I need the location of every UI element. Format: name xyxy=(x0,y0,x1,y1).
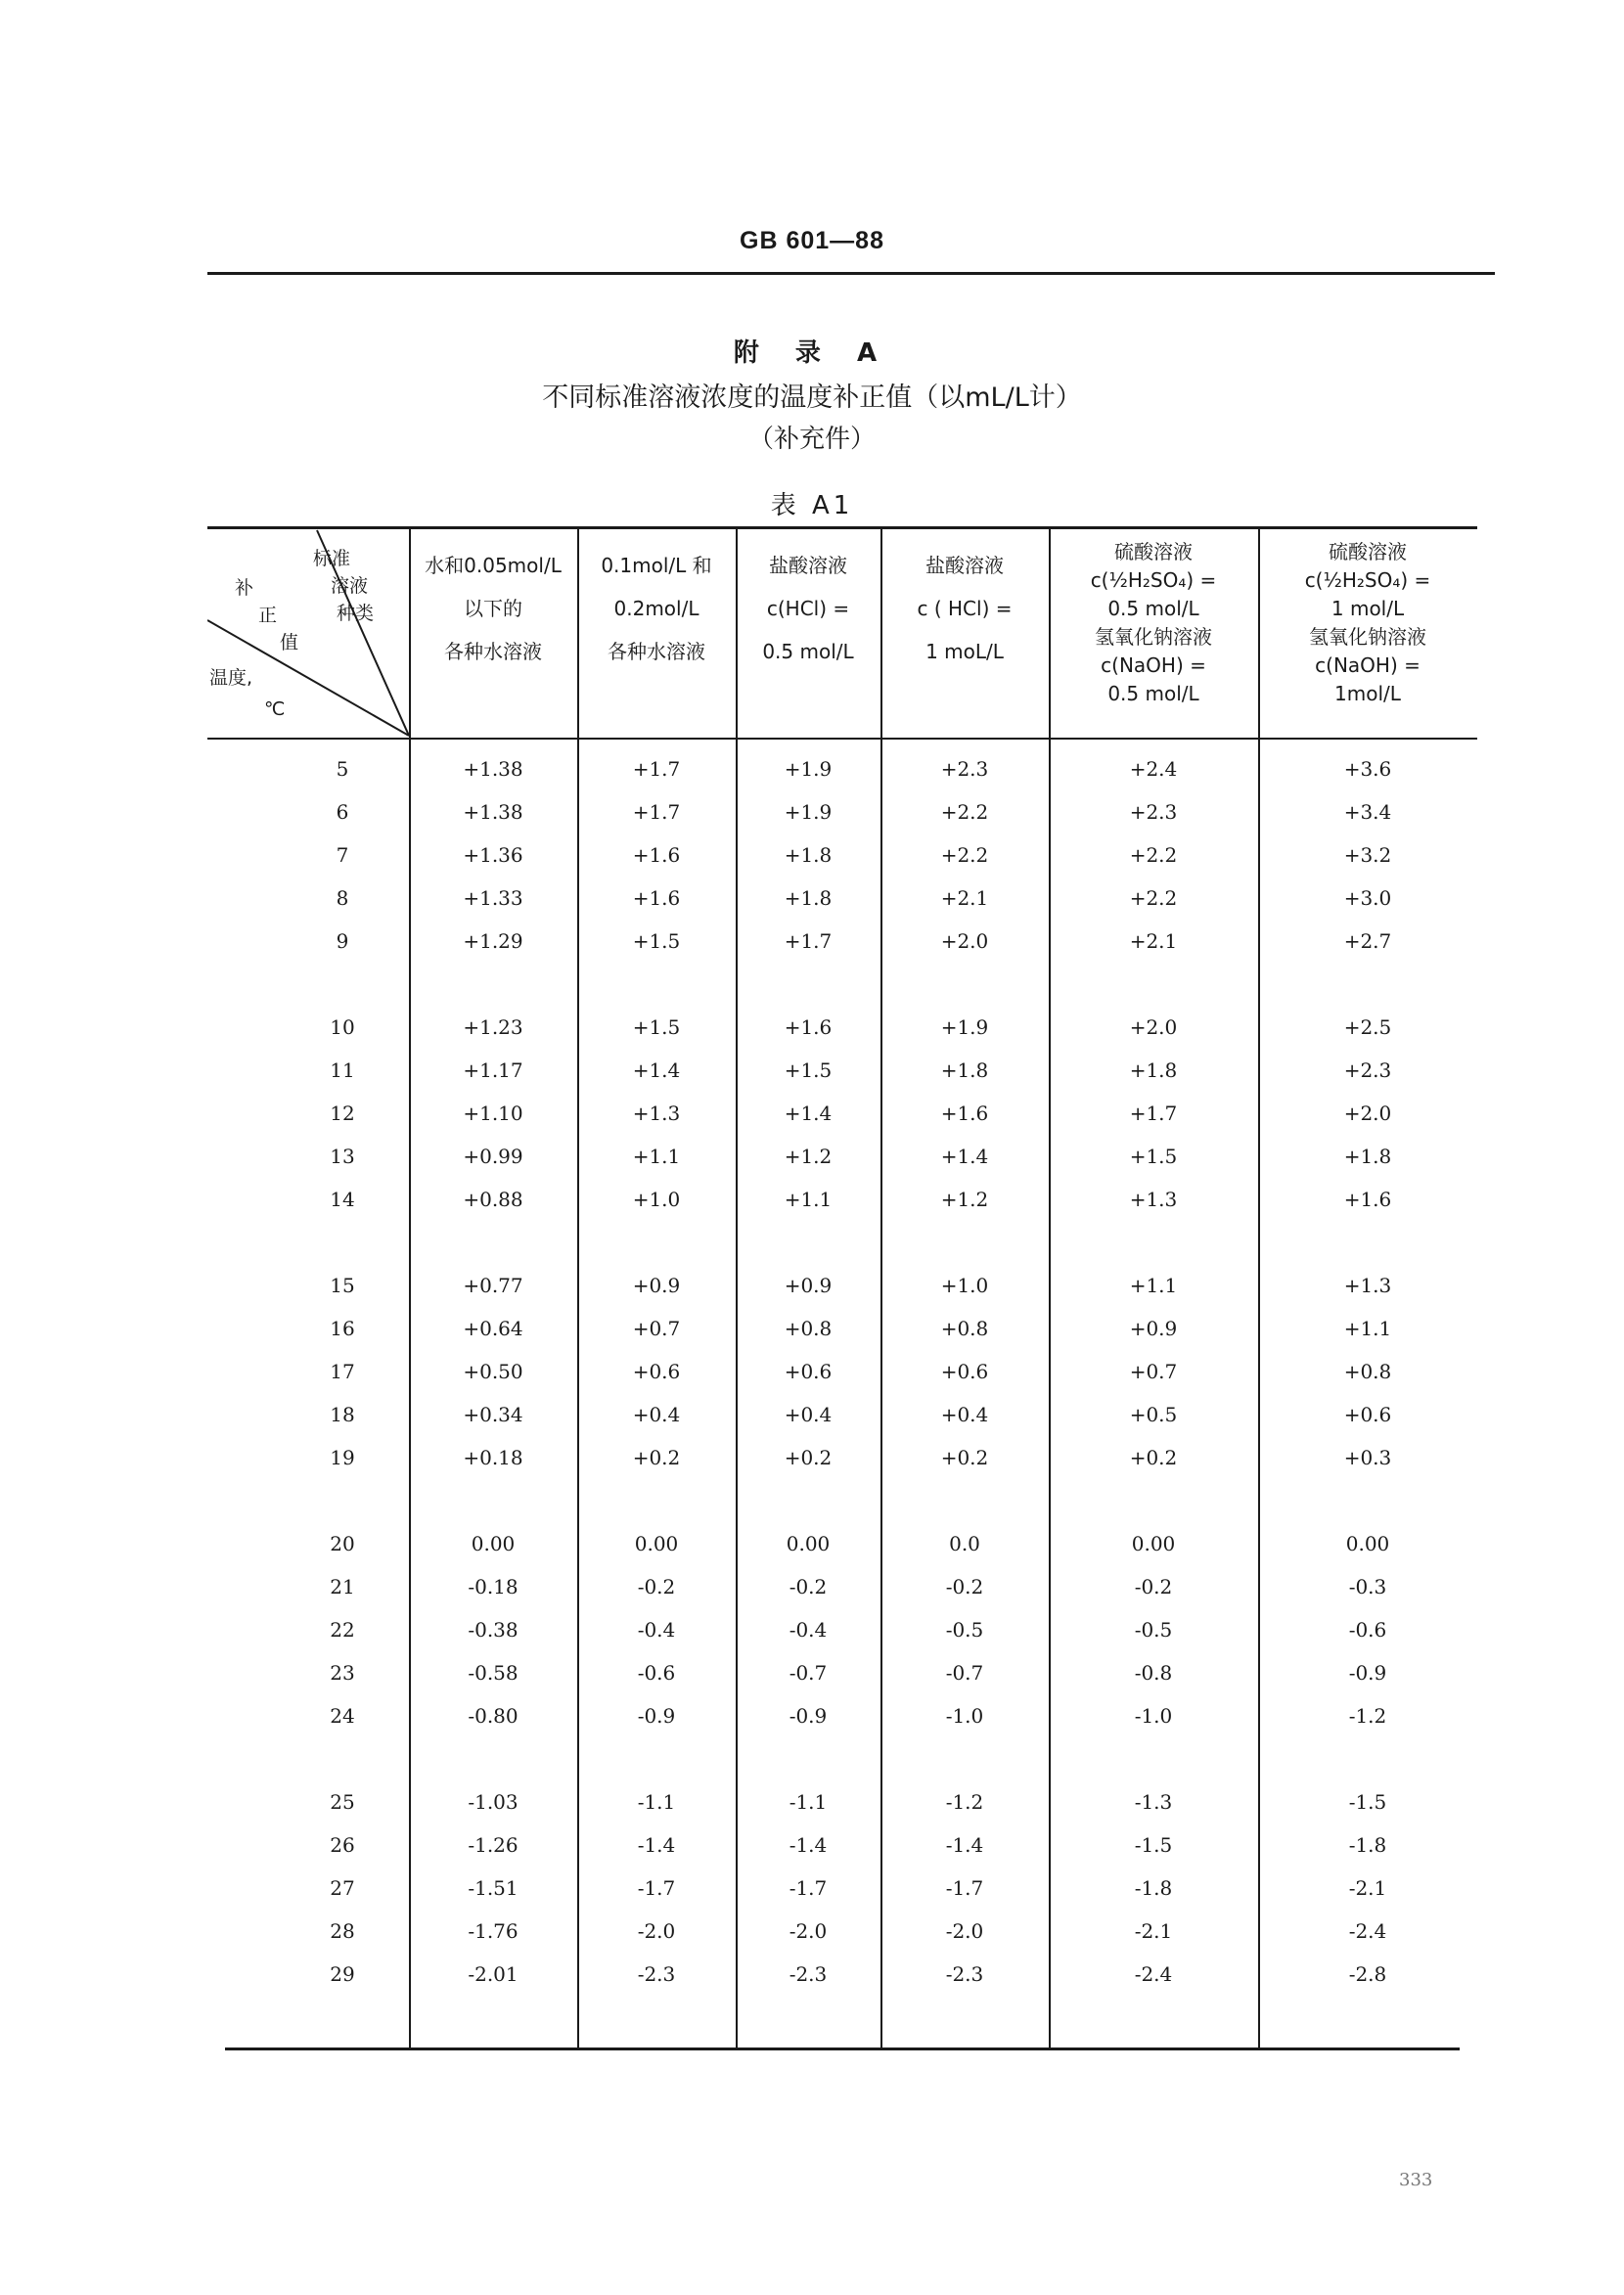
correction-value-cell: +1.23 xyxy=(463,1015,523,1039)
correction-value-cell: +0.64 xyxy=(463,1317,523,1340)
corner-diagonal xyxy=(207,526,409,738)
column-header-line: 硫酸溶液 xyxy=(1329,540,1407,563)
correction-value-cell: +0.8 xyxy=(784,1317,833,1340)
correction-value-cell: +0.50 xyxy=(463,1360,523,1383)
temperature-cell: 17 xyxy=(330,1360,355,1383)
correction-value-cell: +1.1 xyxy=(1129,1274,1178,1297)
correction-value-cell: +1.6 xyxy=(940,1102,989,1125)
correction-value-cell: +1.1 xyxy=(784,1188,833,1211)
correction-value-cell: +0.2 xyxy=(632,1446,681,1469)
correction-table xyxy=(207,526,1477,2050)
correction-value-cell: +1.9 xyxy=(940,1015,989,1039)
correction-value-cell: +1.2 xyxy=(784,1145,833,1168)
correction-value-cell: +1.7 xyxy=(784,929,833,953)
correction-value-cell: +1.6 xyxy=(784,1015,833,1039)
correction-value-cell: -0.4 xyxy=(637,1618,676,1642)
correction-value-cell: -2.3 xyxy=(789,1962,828,1986)
correction-value-cell: -2.8 xyxy=(1348,1962,1387,1986)
correction-value-cell: +0.77 xyxy=(463,1274,523,1297)
correction-value-cell: -0.38 xyxy=(468,1618,519,1642)
correction-value-cell: +1.36 xyxy=(463,843,523,867)
correction-value-cell: +2.3 xyxy=(940,757,989,781)
correction-value-cell: +0.6 xyxy=(1343,1403,1392,1426)
temperature-cell: 26 xyxy=(330,1833,355,1857)
column-header xyxy=(577,544,736,673)
correction-value-cell: +1.0 xyxy=(632,1188,681,1211)
correction-value-cell: -0.2 xyxy=(945,1575,984,1598)
temperature-cell: 23 xyxy=(330,1661,355,1685)
corner-label: 值 xyxy=(280,632,299,653)
correction-value-cell: +1.3 xyxy=(1129,1188,1178,1211)
correction-value-cell: -2.0 xyxy=(789,1919,828,1943)
correction-value-cell: +0.9 xyxy=(1129,1317,1178,1340)
correction-value-cell: +2.0 xyxy=(1343,1102,1392,1125)
correction-value-cell: +1.8 xyxy=(784,886,833,910)
correction-value-cell: -1.1 xyxy=(789,1790,828,1814)
correction-value-cell: -0.80 xyxy=(468,1704,519,1728)
correction-value-cell: +1.6 xyxy=(632,886,681,910)
appendix-title: 附 录 A xyxy=(733,338,891,368)
correction-value-cell: +1.17 xyxy=(463,1058,523,1082)
correction-value-cell: -0.8 xyxy=(1134,1661,1173,1685)
correction-value-cell: -2.0 xyxy=(637,1919,676,1943)
correction-value-cell: +1.38 xyxy=(463,757,523,781)
correction-value-cell: +2.0 xyxy=(1129,1015,1178,1039)
correction-value-cell: +2.1 xyxy=(940,886,989,910)
correction-value-cell: -2.01 xyxy=(468,1962,519,1986)
correction-value-cell: -2.1 xyxy=(1134,1919,1173,1943)
correction-value-cell: -1.1 xyxy=(637,1790,676,1814)
temperature-cell: 27 xyxy=(330,1876,355,1900)
column-header-line: 0.5 mol/L xyxy=(762,640,854,663)
correction-value-cell: -0.9 xyxy=(789,1704,828,1728)
appendix-note: （补充件） xyxy=(747,425,876,454)
correction-value-cell: -0.5 xyxy=(945,1618,984,1642)
column-header-line: 盐酸溶液 xyxy=(925,554,1004,577)
correction-value-cell: +0.99 xyxy=(463,1145,523,1168)
corner-label: 补 xyxy=(235,577,254,599)
correction-value-cell: -1.8 xyxy=(1134,1876,1173,1900)
column-header-line: 氢氧化钠溶液 xyxy=(1095,625,1212,649)
column-header-line: c(½H₂SO₄) = xyxy=(1090,568,1217,592)
correction-value-cell: -1.4 xyxy=(637,1833,676,1857)
correction-value-cell: +2.7 xyxy=(1343,929,1392,953)
temperature-cell: 14 xyxy=(330,1188,355,1211)
correction-value-cell: +1.29 xyxy=(463,929,523,953)
column-header-line: 以下的 xyxy=(464,597,522,620)
correction-value-cell: +0.4 xyxy=(940,1403,989,1426)
column-header xyxy=(1258,538,1477,708)
correction-value-cell: -0.9 xyxy=(637,1704,676,1728)
correction-value-cell: +1.0 xyxy=(940,1274,989,1297)
column-header-line: 1 mol/L xyxy=(1331,597,1405,620)
correction-value-cell: +0.6 xyxy=(940,1360,989,1383)
column-header-line: 各种水溶液 xyxy=(444,640,542,663)
correction-value-cell: +2.1 xyxy=(1129,929,1178,953)
column-header xyxy=(409,544,577,673)
correction-value-cell: 0.00 xyxy=(1131,1532,1176,1555)
correction-value-cell: +3.4 xyxy=(1343,800,1392,824)
correction-value-cell: -1.51 xyxy=(468,1876,519,1900)
correction-value-cell: +1.4 xyxy=(632,1058,681,1082)
temperature-cell: 15 xyxy=(330,1274,355,1297)
temperature-cell: 7 xyxy=(336,843,349,867)
correction-value-cell: +0.18 xyxy=(463,1446,523,1469)
correction-value-cell: -1.0 xyxy=(945,1704,984,1728)
header-rule xyxy=(207,272,1495,275)
correction-value-cell: -0.2 xyxy=(1134,1575,1173,1598)
correction-value-cell: -1.7 xyxy=(789,1876,828,1900)
correction-value-cell: +2.5 xyxy=(1343,1015,1392,1039)
correction-value-cell: -1.8 xyxy=(1348,1833,1387,1857)
correction-value-cell: +1.6 xyxy=(1343,1188,1392,1211)
correction-value-cell: +0.7 xyxy=(1129,1360,1178,1383)
page-number: 333 xyxy=(1399,2170,1433,2190)
correction-value-cell: -0.7 xyxy=(945,1661,984,1685)
correction-value-cell: -0.9 xyxy=(1348,1661,1387,1685)
correction-value-cell: -1.76 xyxy=(468,1919,519,1943)
correction-value-cell: -1.5 xyxy=(1348,1790,1387,1814)
correction-value-cell: -1.7 xyxy=(637,1876,676,1900)
correction-value-cell: -0.2 xyxy=(789,1575,828,1598)
correction-value-cell: +1.2 xyxy=(940,1188,989,1211)
correction-value-cell: +2.2 xyxy=(940,800,989,824)
correction-value-cell: +1.5 xyxy=(1129,1145,1178,1168)
correction-value-cell: +1.5 xyxy=(784,1058,833,1082)
correction-value-cell: +1.3 xyxy=(632,1102,681,1125)
column-header-line: 氢氧化钠溶液 xyxy=(1309,625,1426,649)
correction-value-cell: +0.7 xyxy=(632,1317,681,1340)
correction-value-cell: -0.3 xyxy=(1348,1575,1387,1598)
correction-value-cell: +1.7 xyxy=(632,757,681,781)
corner-label: 种类 xyxy=(337,603,375,624)
correction-value-cell: +1.8 xyxy=(940,1058,989,1082)
temperature-cell: 22 xyxy=(330,1618,355,1642)
correction-value-cell: +2.0 xyxy=(940,929,989,953)
temperature-cell: 6 xyxy=(336,800,349,824)
correction-value-cell: +0.6 xyxy=(784,1360,833,1383)
correction-value-cell: +1.7 xyxy=(632,800,681,824)
correction-value-cell: +1.38 xyxy=(463,800,523,824)
correction-value-cell: +1.6 xyxy=(632,843,681,867)
correction-value-cell: +1.1 xyxy=(1343,1317,1392,1340)
column-header xyxy=(1049,538,1258,708)
correction-value-cell: +0.34 xyxy=(463,1403,523,1426)
correction-value-cell: -1.0 xyxy=(1134,1704,1173,1728)
temperature-cell: 10 xyxy=(330,1015,355,1039)
standard-code: GB 601—88 xyxy=(740,227,884,254)
corner-label: 溶液 xyxy=(331,575,369,597)
column-header-line: 各种水溶液 xyxy=(608,640,705,663)
correction-value-cell: 0.00 xyxy=(471,1532,516,1555)
temperature-cell: 25 xyxy=(330,1790,355,1814)
correction-value-cell: -0.5 xyxy=(1134,1618,1173,1642)
correction-value-cell: 0.00 xyxy=(1345,1532,1390,1555)
header-bottom-rule xyxy=(207,738,1477,740)
correction-value-cell: -1.2 xyxy=(1348,1704,1387,1728)
correction-value-cell: -2.4 xyxy=(1134,1962,1173,1986)
column-header-line: c(½H₂SO₄) = xyxy=(1304,568,1431,592)
correction-value-cell: +2.2 xyxy=(1129,843,1178,867)
correction-value-cell: 0.0 xyxy=(949,1532,980,1555)
correction-value-cell: +2.3 xyxy=(1129,800,1178,824)
correction-value-cell: +1.9 xyxy=(784,757,833,781)
correction-value-cell: +1.5 xyxy=(632,929,681,953)
correction-value-cell: +1.4 xyxy=(940,1145,989,1168)
correction-value-cell: +1.8 xyxy=(1129,1058,1178,1082)
correction-value-cell: +3.2 xyxy=(1343,843,1392,867)
correction-value-cell: +0.8 xyxy=(940,1317,989,1340)
column-header-line: 0.5 mol/L xyxy=(1107,682,1199,705)
correction-value-cell: +0.9 xyxy=(784,1274,833,1297)
column-header xyxy=(736,544,880,673)
correction-value-cell: +1.10 xyxy=(463,1102,523,1125)
column-header-line: c ( HCl) = xyxy=(917,597,1013,620)
temperature-cell: 19 xyxy=(330,1446,355,1469)
table-bottom-rule xyxy=(225,2048,1460,2050)
temperature-cell: 5 xyxy=(336,757,349,781)
column-header-line: 0.5 mol/L xyxy=(1107,597,1199,620)
column-header-line: 1 moL/L xyxy=(925,640,1004,663)
correction-value-cell: -2.3 xyxy=(637,1962,676,1986)
correction-value-cell: -1.4 xyxy=(945,1833,984,1857)
correction-value-cell: +0.2 xyxy=(1129,1446,1178,1469)
correction-value-cell: +1.8 xyxy=(784,843,833,867)
correction-value-cell: -2.3 xyxy=(945,1962,984,1986)
temperature-cell: 24 xyxy=(330,1704,355,1728)
column-header xyxy=(880,544,1049,673)
column-header-line: 0.1mol/L 和 xyxy=(601,554,712,577)
correction-value-cell: +0.4 xyxy=(784,1403,833,1426)
correction-value-cell: +2.4 xyxy=(1129,757,1178,781)
correction-value-cell: +2.2 xyxy=(1129,886,1178,910)
correction-value-cell: -1.03 xyxy=(468,1790,519,1814)
correction-value-cell: +1.33 xyxy=(463,886,523,910)
correction-value-cell: -0.2 xyxy=(637,1575,676,1598)
correction-value-cell: 0.00 xyxy=(634,1532,679,1555)
correction-value-cell: +1.3 xyxy=(1343,1274,1392,1297)
correction-value-cell: +0.2 xyxy=(940,1446,989,1469)
correction-value-cell: -0.18 xyxy=(468,1575,519,1598)
correction-value-cell: -1.26 xyxy=(468,1833,519,1857)
column-header-line: 水和0.05mol/L xyxy=(425,554,562,577)
column-header-line: c(HCl) = xyxy=(766,597,850,620)
table-caption: 表 A1 xyxy=(770,491,854,520)
column-header-line: c(NaOH) = xyxy=(1315,653,1421,677)
corner-label: 标准 xyxy=(313,548,351,569)
correction-value-cell: +1.9 xyxy=(784,800,833,824)
correction-value-cell: +0.6 xyxy=(632,1360,681,1383)
temperature-cell: 11 xyxy=(330,1058,355,1082)
column-header-line: 盐酸溶液 xyxy=(769,554,847,577)
correction-value-cell: -1.5 xyxy=(1134,1833,1173,1857)
column-header-line: c(NaOH) = xyxy=(1101,653,1206,677)
correction-value-cell: -0.58 xyxy=(468,1661,519,1685)
correction-value-cell: -1.2 xyxy=(945,1790,984,1814)
correction-value-cell: 0.00 xyxy=(786,1532,831,1555)
correction-value-cell: +0.8 xyxy=(1343,1360,1392,1383)
temperature-cell: 18 xyxy=(330,1403,355,1426)
correction-value-cell: +0.3 xyxy=(1343,1446,1392,1469)
correction-value-cell: -1.4 xyxy=(789,1833,828,1857)
correction-value-cell: +3.6 xyxy=(1343,757,1392,781)
correction-value-cell: -0.4 xyxy=(789,1618,828,1642)
corner-label: ℃ xyxy=(264,698,286,720)
temperature-cell: 9 xyxy=(336,929,349,953)
correction-value-cell: +1.8 xyxy=(1343,1145,1392,1168)
temperature-cell: 29 xyxy=(330,1962,355,1986)
corner-label: 温度, xyxy=(209,667,253,689)
correction-value-cell: +3.0 xyxy=(1343,886,1392,910)
correction-value-cell: +0.2 xyxy=(784,1446,833,1469)
appendix-subtitle: 不同标准溶液浓度的温度补正值（以mL/L计） xyxy=(542,382,1082,413)
temperature-cell: 20 xyxy=(330,1532,355,1555)
corner-label: 正 xyxy=(258,605,278,626)
correction-value-cell: -2.1 xyxy=(1348,1876,1387,1900)
temperature-cell: 13 xyxy=(330,1145,355,1168)
correction-value-cell: +0.4 xyxy=(632,1403,681,1426)
temperature-cell: 21 xyxy=(330,1575,355,1598)
column-header-line: 0.2mol/L xyxy=(613,597,699,620)
correction-value-cell: -0.6 xyxy=(1348,1618,1387,1642)
correction-value-cell: +2.2 xyxy=(940,843,989,867)
temperature-cell: 28 xyxy=(330,1919,355,1943)
correction-value-cell: +0.88 xyxy=(463,1188,523,1211)
correction-value-cell: +1.1 xyxy=(632,1145,681,1168)
column-header-line: 硫酸溶液 xyxy=(1114,540,1193,563)
temperature-cell: 16 xyxy=(330,1317,355,1340)
correction-value-cell: +0.5 xyxy=(1129,1403,1178,1426)
correction-value-cell: +2.3 xyxy=(1343,1058,1392,1082)
correction-value-cell: -0.6 xyxy=(637,1661,676,1685)
column-header-line: 1mol/L xyxy=(1334,682,1401,705)
correction-value-cell: +0.9 xyxy=(632,1274,681,1297)
correction-value-cell: -1.3 xyxy=(1134,1790,1173,1814)
correction-value-cell: -2.0 xyxy=(945,1919,984,1943)
correction-value-cell: -0.7 xyxy=(789,1661,828,1685)
correction-value-cell: +1.5 xyxy=(632,1015,681,1039)
temperature-cell: 8 xyxy=(336,886,349,910)
correction-value-cell: +1.4 xyxy=(784,1102,833,1125)
correction-value-cell: -2.4 xyxy=(1348,1919,1387,1943)
correction-value-cell: +1.7 xyxy=(1129,1102,1178,1125)
temperature-cell: 12 xyxy=(330,1102,355,1125)
correction-value-cell: -1.7 xyxy=(945,1876,984,1900)
